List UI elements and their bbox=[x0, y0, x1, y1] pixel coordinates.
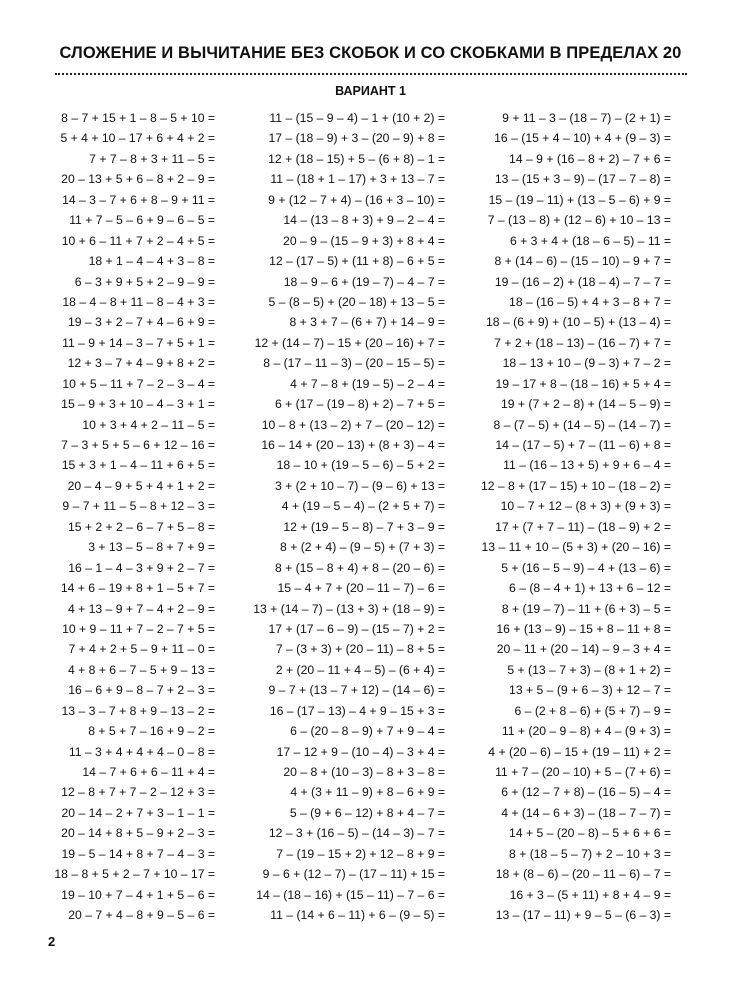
exercise-item: 19 – 3 + 2 – 7 + 4 – 6 + 9 = bbox=[67, 315, 215, 330]
exercise-item: 17 – (18 – 9) + 3 – (20 – 9) + 8 = bbox=[268, 131, 445, 146]
exercise-item: 11 + 7 – (20 – 10) + 5 – (7 + 6) = bbox=[495, 765, 671, 779]
exercise-item: 16 – (17 – 13) – 4 + 9 – 15 + 3 = bbox=[269, 703, 445, 718]
exercise-item: 11 + 7 – 5 – 6 + 9 – 6 – 5 = bbox=[69, 213, 215, 228]
exercise-item: 18 – 8 + 5 + 2 – 7 + 10 – 17 = bbox=[54, 867, 215, 882]
exercise-item: 13 – (15 + 3 – 9) – (17 – 7 – 8) = bbox=[494, 172, 671, 187]
variant-heading: ВАРИАНТ 1 bbox=[335, 84, 406, 98]
page-title: СЛОЖЕНИЕ И ВЫЧИТАНИЕ БЕЗ СКОБОК И СО СКОБКАМИ В ПРЕДЕЛАХ 20 bbox=[59, 44, 682, 62]
exercise-item: 15 – 4 + 7 + (20 – 11 – 7) – 6 = bbox=[277, 581, 445, 596]
exercise-column-3 bbox=[441, 108, 671, 926]
exercise-item: 13 – 11 + 10 – (5 + 3) + (20 – 16) = bbox=[481, 540, 671, 555]
exercise-item: 18 – (16 – 5) + 4 + 3 – 8 + 7 = bbox=[509, 294, 671, 309]
exercise-item: 10 + 3 + 4 + 2 – 11 – 5 = bbox=[82, 417, 215, 432]
exercise-item: 7 + 4 + 2 + 5 – 9 + 11 – 0 = bbox=[68, 642, 215, 657]
exercise-item: 12 + (19 – 5 – 8) – 7 + 3 – 9 = bbox=[283, 519, 445, 534]
exercise-item: 8 + (2 + 4) – (9 – 5) + (7 + 3) = bbox=[280, 540, 445, 555]
exercise-item: 11 – (16 – 13 + 5) + 9 + 6 – 4 = bbox=[503, 458, 671, 473]
exercise-item: 16 – (15 + 4 – 10) + 4 + (9 – 3) = bbox=[494, 131, 671, 146]
exercise-item: 7 + 2 + (18 – 13) – (16 – 7) + 7 = bbox=[494, 335, 671, 350]
exercise-item: 6 – (20 – 8 – 9) + 7 + 9 – 4 = bbox=[290, 724, 445, 739]
exercise-item: 5 + 4 + 10 – 17 + 6 + 4 + 2 = bbox=[60, 131, 215, 146]
exercise-item: 20 – 7 + 4 – 8 + 9 – 5 – 6 = bbox=[68, 908, 215, 923]
exercise-item: 16 + 3 – (5 + 11) + 8 + 4 – 9 = bbox=[509, 887, 671, 902]
exercise-item: 8 – (7 – 5) + (14 – 5) – (14 – 7) = bbox=[493, 417, 671, 432]
exercise-item: 10 + 6 – 11 + 7 + 2 – 4 + 5 = bbox=[61, 233, 215, 248]
exercise-item: 8 – 7 + 15 + 1 – 8 – 5 + 10 = bbox=[61, 111, 215, 125]
exercise-item: 10 – 7 + 12 – (8 + 3) + (9 + 3) = bbox=[500, 499, 671, 514]
exercise-item: 8 – (17 – 11 – 3) – (20 – 15 – 5) = bbox=[263, 356, 445, 371]
exercise-item: 13 + (14 – 7) – (13 + 3) + (18 – 9) = bbox=[253, 601, 445, 616]
exercise-item: 5 + (16 – 5 – 9) – 4 + (13 – 6) = bbox=[501, 560, 671, 575]
exercise-item: 18 – (6 + 9) + (10 – 5) + (13 – 4) = bbox=[486, 315, 671, 330]
exercise-item: 18 – 4 – 8 + 11 – 8 – 4 + 3 = bbox=[62, 294, 215, 309]
exercise-item: 20 – 8 + (10 – 3) – 8 + 3 – 8 = bbox=[283, 765, 445, 779]
exercise-item: 20 – 4 – 9 + 5 + 4 + 1 + 2 = bbox=[67, 478, 215, 493]
exercise-item: 17 + (7 + 7 – 11) – (18 – 9) + 2 = bbox=[495, 519, 671, 534]
exercise-item: 9 – 6 + (12 – 7) – (17 – 11) + 15 = bbox=[262, 867, 445, 882]
exercise-item: 11 – 9 + 14 – 3 – 7 + 5 + 1 = bbox=[62, 335, 215, 350]
exercise-item: 18 + (8 – 6) – (20 – 11 – 6) – 7 = bbox=[495, 867, 671, 882]
exercise-item: 20 – 13 + 5 + 6 – 8 + 2 – 9 = bbox=[61, 172, 215, 187]
exercise-item: 6 + (12 – 7 + 8) – (16 – 5) – 4 = bbox=[501, 785, 671, 800]
exercise-item: 7 + 7 – 8 + 3 + 11 – 5 = bbox=[89, 151, 215, 166]
exercise-item: 18 – 9 – 6 + (19 – 7) – 4 – 7 = bbox=[283, 274, 445, 289]
exercise-item: 5 – (8 – 5) + (20 – 18) + 13 – 5 = bbox=[268, 294, 445, 309]
exercise-item: 4 + (20 – 6) – 15 + (19 – 11) + 2 = bbox=[488, 744, 671, 759]
exercise-column-1 bbox=[0, 108, 215, 926]
exercise-item: 2 + (20 – 11 + 4 – 5) – (6 + 4) = bbox=[275, 662, 445, 677]
exercise-item: 6 – (2 + 8 – 6) + (5 + 7) – 9 = bbox=[514, 703, 671, 718]
exercise-item: 10 + 9 – 11 + 7 – 2 – 7 + 5 = bbox=[62, 621, 215, 636]
exercise-item: 14 – 9 + (16 – 8 + 2) – 7 + 6 = bbox=[509, 151, 671, 166]
exercise-item: 19 – 17 + 8 – (18 – 16) + 5 + 4 = bbox=[495, 376, 671, 391]
exercise-item: 4 + 13 – 9 + 7 – 4 + 2 – 9 = bbox=[67, 601, 215, 616]
exercise-item: 11 – 3 + 4 + 4 + 4 – 0 – 8 = bbox=[68, 744, 215, 759]
exercise-item: 7 – (19 – 15 + 2) + 12 – 8 + 9 = bbox=[276, 846, 445, 861]
exercise-item: 11 – (18 + 1 – 17) + 3 + 13 – 7 = bbox=[270, 172, 445, 187]
exercise-item: 20 – 9 – (15 – 9 + 3) + 8 + 4 = bbox=[283, 233, 445, 248]
exercise-item: 20 – 14 – 2 + 7 + 3 – 1 – 1 = bbox=[61, 805, 215, 820]
exercise-item: 8 + (18 – 5 – 7) + 2 – 10 + 3 = bbox=[509, 846, 671, 861]
exercise-item: 5 + (13 – 7 + 3) – (8 + 1 + 2) = bbox=[507, 662, 671, 677]
exercise-item: 12 – (17 – 5) + (11 + 8) – 6 + 5 = bbox=[269, 254, 445, 269]
exercise-item: 9 + 11 – 3 – (18 – 7) – (2 + 1) = bbox=[502, 111, 671, 125]
exercise-item: 4 + (19 – 5 – 4) – (2 + 5 + 7) = bbox=[281, 499, 445, 514]
exercise-column-2 bbox=[215, 108, 445, 926]
exercise-item: 15 + 2 + 2 – 6 – 7 + 5 – 8 = bbox=[67, 519, 215, 534]
exercise-item: 19 – 10 + 7 – 4 + 1 + 5 – 6 = bbox=[61, 887, 215, 902]
exercise-item: 12 + 3 – 7 + 4 – 9 + 8 + 2 = bbox=[67, 356, 215, 371]
exercise-item: 8 + 3 + 7 – (6 + 7) + 14 – 9 = bbox=[289, 315, 445, 330]
exercise-item: 12 – 8 + 7 + 7 – 2 – 12 + 3 = bbox=[61, 785, 215, 800]
exercise-item: 20 – 11 + (20 – 14) – 9 – 3 + 4 = bbox=[496, 642, 671, 657]
exercise-item: 14 – (17 – 5) + 7 – (11 – 6) + 8 = bbox=[495, 438, 671, 452]
exercise-item: 16 + (13 – 9) – 15 + 8 – 11 + 8 = bbox=[496, 621, 671, 636]
exercise-item: 16 – 1 – 4 – 3 + 9 + 2 – 7 = bbox=[68, 560, 215, 575]
exercise-item: 19 – (16 – 2) + (18 – 4) – 7 – 7 = bbox=[494, 274, 671, 289]
exercise-item: 3 + 13 – 5 – 8 + 7 + 9 = bbox=[88, 540, 215, 555]
exercise-item: 11 – (14 + 6 – 11) + 6 – (9 – 5) = bbox=[270, 908, 445, 923]
exercise-item: 15 – 9 + 3 + 10 – 4 – 3 + 1 = bbox=[61, 397, 215, 412]
exercise-item: 19 + (7 + 2 – 8) + (14 – 5 – 9) = bbox=[500, 397, 671, 412]
exercise-item: 17 + (17 – 6 – 9) – (15 – 7) + 2 = bbox=[268, 621, 445, 636]
exercise-item: 14 – 7 + 6 + 6 – 11 + 4 = bbox=[82, 765, 215, 779]
exercise-item: 14 + 6 – 19 + 8 + 1 – 5 + 7 = bbox=[60, 581, 215, 596]
exercise-item: 18 – 13 + 10 – (9 – 3) + 7 – 2 = bbox=[502, 356, 671, 371]
exercise-item: 4 + (14 – 6 + 3) – (18 – 7 – 7) = bbox=[501, 805, 671, 820]
exercise-item: 14 – (18 – 16) + (15 – 11) – 7 – 6 = bbox=[256, 887, 445, 902]
page-number: 2 bbox=[48, 934, 56, 949]
exercise-item: 20 – 14 + 8 + 5 – 9 + 2 – 3 = bbox=[61, 826, 215, 841]
exercise-item: 4 + 8 + 6 – 7 – 5 + 9 – 13 = bbox=[67, 662, 215, 677]
exercise-item: 13 – 3 – 7 + 8 + 9 – 13 – 2 = bbox=[61, 703, 215, 718]
exercise-item: 4 + (3 + 11 – 9) + 8 – 6 + 9 = bbox=[290, 785, 445, 800]
exercise-item: 10 + 5 – 11 + 7 – 2 – 3 – 4 = bbox=[62, 376, 215, 391]
exercise-item: 11 + (20 – 9 – 8) + 4 – (9 + 3) = bbox=[501, 724, 671, 739]
exercise-item: 13 – (17 – 11) + 9 – 5 – (6 – 3) = bbox=[495, 908, 671, 923]
exercise-item: 12 – 8 + (17 – 15) + 10 – (18 – 2) = bbox=[480, 478, 671, 493]
exercise-item: 9 – 7 + (13 – 7 + 12) – (14 – 6) = bbox=[268, 683, 445, 698]
exercise-item: 6 + (17 – (19 – 8) + 2) – 7 + 5 = bbox=[274, 397, 445, 412]
exercise-item: 10 – 8 + (13 – 2) + 7 – (20 – 12) = bbox=[261, 417, 445, 432]
exercise-item: 12 + (18 – 15) + 5 – (6 + 8) – 1 = bbox=[268, 151, 445, 166]
exercise-item: 8 + (14 – 6) – (15 – 10) – 9 + 7 = bbox=[494, 254, 671, 269]
exercise-item: 8 + (19 – 7) – 11 + (6 + 3) – 5 = bbox=[501, 601, 671, 616]
exercise-item: 19 – 5 – 14 + 8 + 7 – 4 – 3 = bbox=[61, 846, 215, 861]
exercise-item: 8 + 5 + 7 – 16 + 9 – 2 = bbox=[88, 724, 215, 739]
exercise-item: 14 – (13 – 8 + 3) + 9 – 2 – 4 = bbox=[283, 213, 445, 228]
exercise-item: 14 + 5 – (20 – 8) – 5 + 6 + 6 = bbox=[509, 826, 671, 841]
exercise-item: 7 – (3 + 3) + (20 – 11) – 8 + 5 = bbox=[275, 642, 445, 657]
exercise-item: 7 – 3 + 5 + 5 – 6 + 12 – 16 = bbox=[61, 438, 215, 452]
exercise-item: 9 + (12 – 7 + 4) – (16 + 3 – 10) = bbox=[268, 192, 445, 207]
exercise-item: 16 – 6 + 9 – 8 – 7 + 2 – 3 = bbox=[68, 683, 215, 698]
exercise-item: 6 + 3 + 4 + (18 – 6 – 5) – 11 = bbox=[509, 233, 671, 248]
exercise-item: 6 – 3 + 9 + 5 + 2 – 9 – 9 = bbox=[74, 274, 215, 289]
exercise-item: 14 – 3 – 7 + 6 + 8 – 9 + 11 = bbox=[62, 192, 215, 207]
exercise-item: 13 + 5 – (9 + 6 – 3) + 12 – 7 = bbox=[509, 683, 671, 698]
exercise-item: 12 + (14 – 7) – 15 + (20 – 16) + 7 = bbox=[254, 335, 445, 350]
exercise-item: 6 – (8 – 4 + 1) + 13 + 6 – 12 = bbox=[509, 581, 671, 596]
exercise-item: 7 – (13 – 8) + (12 – 6) + 10 – 13 = bbox=[487, 213, 671, 228]
exercise-item: 18 – 10 + (19 – 5 – 6) – 5 + 2 = bbox=[276, 458, 445, 473]
exercise-item: 12 – 3 + (16 – 5) – (14 – 3) – 7 = bbox=[268, 826, 445, 841]
exercise-item: 15 + 3 + 1 – 4 – 11 + 6 + 5 = bbox=[61, 458, 215, 473]
exercise-item: 11 – (15 – 9 – 4) – 1 + (10 + 2) = bbox=[269, 111, 445, 125]
exercise-item: 18 + 1 – 4 – 4 + 3 – 8 = bbox=[88, 254, 215, 269]
exercise-item: 16 – 14 + (20 – 13) + (8 + 3) – 4 = bbox=[261, 438, 445, 452]
exercise-item: 15 – (19 – 11) + (13 – 5 – 6) + 9 = bbox=[488, 192, 671, 207]
exercise-item: 3 + (2 + 10 – 7) – (9 – 6) + 13 = bbox=[274, 478, 445, 493]
exercise-item: 8 + (15 – 8 + 4) + 8 – (20 – 6) = bbox=[274, 560, 445, 575]
exercise-item: 9 – 7 + 11 – 5 – 8 + 12 – 3 = bbox=[62, 499, 215, 514]
exercise-item: 17 – 12 + 9 – (10 – 4) – 3 + 4 = bbox=[276, 744, 445, 759]
exercise-item: 5 – (9 + 6 – 12) + 8 + 4 – 7 = bbox=[289, 805, 445, 820]
dotted-divider bbox=[55, 73, 687, 75]
exercise-item: 4 + 7 – 8 + (19 – 5) – 2 – 4 = bbox=[290, 376, 445, 391]
